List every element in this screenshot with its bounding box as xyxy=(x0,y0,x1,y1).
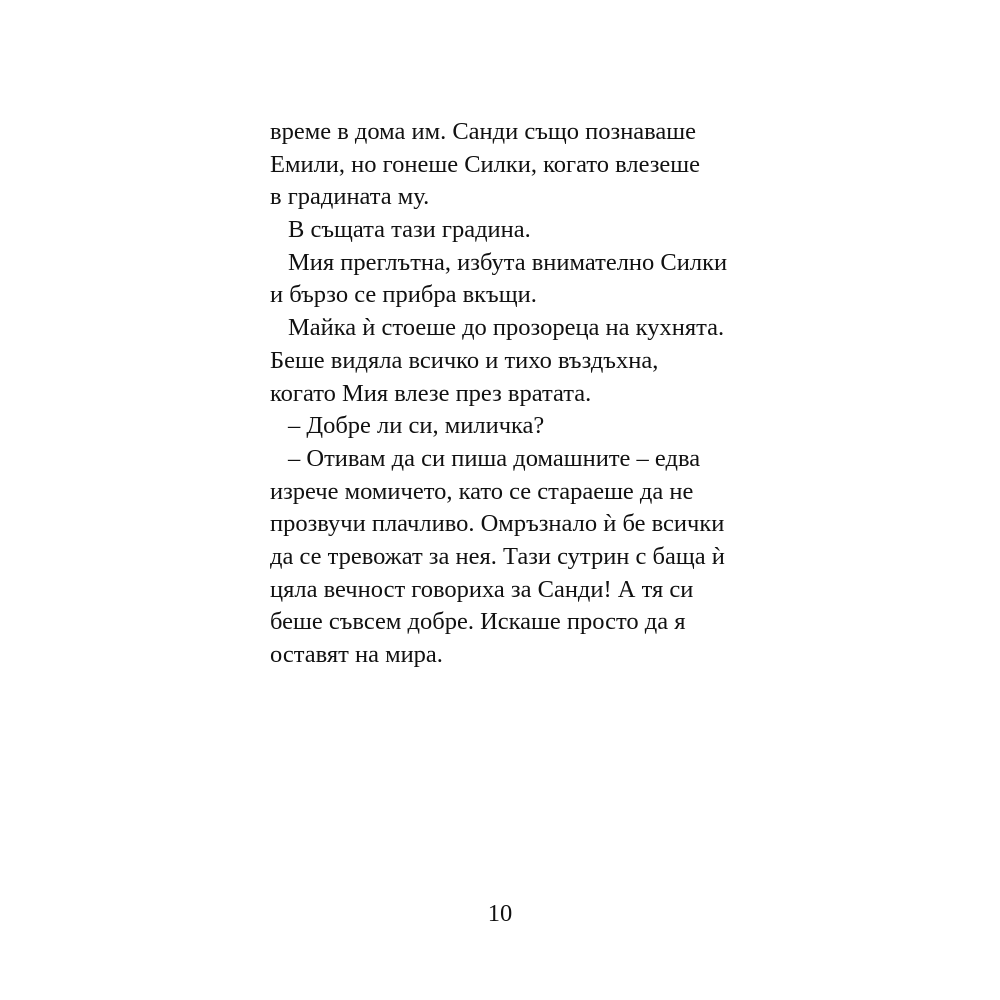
body-text xyxy=(270,116,770,672)
text-line: – Добре ли си, миличка? xyxy=(288,412,545,440)
page-number: 10 xyxy=(487,900,513,927)
text-line: – Отивам да си пиша домашните – едва xyxy=(288,444,701,472)
text-line: и бързо се прибра вкъщи. xyxy=(270,281,537,309)
text-line: прозвучи плачливо. Омръзнало ѝ бе всички xyxy=(270,510,725,538)
text-line: когато Мия влезе през вратата. xyxy=(270,379,592,407)
text-line: в градината му. xyxy=(270,183,430,211)
text-line: оставят на мира. xyxy=(270,641,443,668)
text-line: цяла вечност говориха за Санди! А тя си xyxy=(270,575,694,603)
text-line: Майка ѝ стоеше до прозореца на кухнята. xyxy=(288,314,725,342)
text-line: Емили, но гонеше Силки, когато влезеше xyxy=(270,150,701,178)
text-line: да се тревожат за нея. Тази сутрин с баща ѝ xyxy=(270,542,725,570)
text-line: Беше видяла всичко и тихо въздъхна, xyxy=(270,346,659,374)
text-line: изрече момичето, като се стараеше да не xyxy=(270,477,694,505)
text-line: Мия преглътна, избута внимателно Силки xyxy=(288,248,728,276)
text-line: време в дома им. Санди също познаваше xyxy=(270,118,697,145)
text-line: беше съвсем добре. Искаше просто да я xyxy=(270,608,686,636)
text-line: В същата тази градина. xyxy=(288,216,531,244)
